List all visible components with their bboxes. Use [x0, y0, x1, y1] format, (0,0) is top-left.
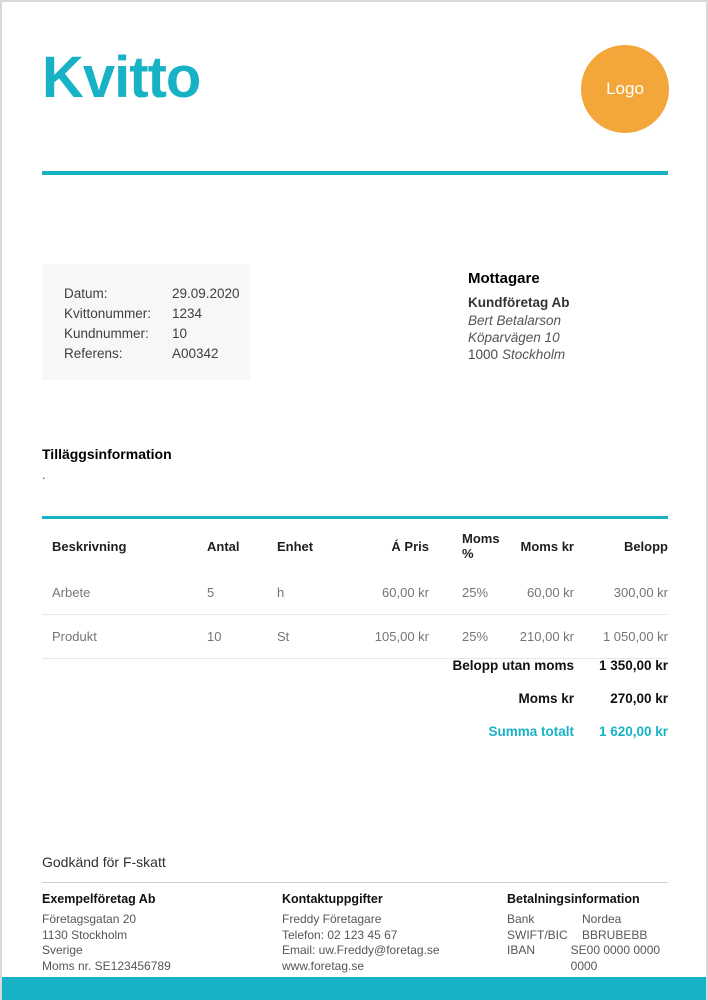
totals-block [42, 649, 668, 748]
meta-row-customer-number [64, 324, 250, 344]
table-row [42, 571, 668, 615]
recipient-name: Bert Betalarson [468, 313, 562, 328]
company-logo [581, 45, 669, 133]
footer-contact-email: Email: uw.Freddy@foretag.se [282, 943, 440, 957]
total-excl-vat-value: 1 350,00 kr [598, 658, 668, 673]
recipient-heading: Mottagare [468, 270, 540, 287]
cell-vat-amount: 60,00 kr [527, 585, 574, 600]
total-vat-value: 270,00 kr [610, 691, 668, 706]
header-description: Beskrivning [52, 538, 127, 554]
header-unit-price: Á Pris [391, 538, 429, 554]
bank-label: Bank [507, 912, 535, 926]
cell-amount: 1 050,00 kr [602, 629, 668, 644]
reference-label: Referens: [64, 346, 123, 361]
total-vat-row [42, 682, 668, 715]
footer-contact-phone: Telefon: 02 123 45 67 [282, 927, 398, 942]
iban-value: SE00 0000 0000 0000 [570, 943, 661, 973]
total-excl-vat-row [42, 649, 668, 682]
total-vat-label: Moms kr [518, 691, 574, 706]
line-items-table [42, 516, 668, 659]
meta-row-receipt-number [64, 304, 250, 324]
table-header-row [42, 518, 668, 572]
footer-iban-row [507, 943, 672, 974]
receipt-number-value: 1234 [172, 306, 203, 321]
customer-number-value: 10 [172, 326, 188, 341]
meta-row-date [64, 284, 250, 304]
cell-quantity: 5 [207, 585, 215, 600]
page-title: Kvitto [42, 45, 201, 110]
footer-company-heading: Exempelföretag Ab [42, 892, 156, 906]
header-quantity: Antal [207, 538, 240, 554]
date-label: Datum: [64, 286, 108, 301]
header-vat-percent: Moms % [462, 531, 500, 561]
iban-label: IBAN [507, 943, 536, 957]
cell-amount: 300,00 kr [613, 585, 668, 600]
recipient-city: Stockholm [502, 347, 566, 362]
cell-unit-price: 60,00 kr [382, 585, 429, 600]
header-unit: Enhet [277, 538, 314, 554]
footer-contact-website: www.foretag.se [282, 958, 365, 973]
bottom-accent-bar [2, 977, 708, 1000]
footer-company-vat-number: Moms nr. SE123456789 [42, 958, 171, 973]
footer-swift-row [507, 928, 672, 944]
f-tax-note: Godkänd för F-skatt [42, 854, 166, 870]
footer-payment-column [507, 892, 672, 974]
recipient-company: Kundföretag Ab [468, 295, 570, 310]
header-amount: Belopp [623, 538, 668, 554]
header-divider [42, 171, 668, 175]
cell-unit-price: 105,00 kr [374, 629, 429, 644]
additional-info-text: . [42, 467, 46, 482]
receipt-meta-box [42, 264, 250, 380]
customer-number-label: Kundnummer: [64, 326, 149, 341]
meta-row-reference [64, 344, 250, 364]
cell-unit: h [277, 585, 285, 600]
recipient-block [468, 270, 570, 363]
cell-description: Produkt [52, 629, 97, 644]
total-excl-vat-label: Belopp utan moms [452, 658, 574, 673]
recipient-street: Köparvägen 10 [468, 330, 560, 345]
cell-vat-percent: 25% [462, 585, 489, 600]
logo-text: Logo [606, 79, 644, 98]
footer-contact-column [282, 892, 492, 974]
grand-total-row [42, 715, 668, 748]
cell-vat-amount: 210,00 kr [519, 629, 574, 644]
cell-unit: St [277, 629, 290, 644]
receipt-number-label: Kvittonummer: [64, 306, 152, 321]
swift-label: SWIFT/BIC [507, 927, 568, 942]
footer-company-street: Företagsgatan 20 [42, 912, 137, 926]
header-vat-amount: Moms kr [520, 538, 574, 554]
footer-contact-heading: Kontaktuppgifter [282, 892, 383, 906]
cell-description: Arbete [52, 585, 91, 600]
footer-company-country: Sverige [42, 943, 83, 957]
recipient-postal-code: 1000 [468, 347, 499, 362]
cell-vat-percent: 25% [462, 629, 489, 644]
cell-quantity: 10 [207, 629, 222, 644]
recipient-city-line [468, 346, 570, 363]
footer-divider [42, 882, 668, 883]
footer-payment-heading: Betalningsinformation [507, 892, 640, 906]
additional-info-block [42, 446, 172, 482]
grand-total-value: 1 620,00 kr [598, 724, 668, 739]
date-value: 29.09.2020 [172, 286, 240, 301]
footer-company-column [42, 892, 262, 974]
bank-value: Nordea [582, 912, 622, 926]
additional-info-heading: Tilläggsinformation [42, 446, 172, 462]
reference-value: A00342 [172, 346, 219, 361]
grand-total-label: Summa totalt [488, 724, 574, 739]
footer-contact-name: Freddy Företagare [282, 912, 382, 926]
footer-bank-row [507, 912, 672, 928]
footer-company-city: 1130 Stockholm [42, 927, 128, 942]
swift-value: BBRUBEBB [582, 927, 648, 942]
